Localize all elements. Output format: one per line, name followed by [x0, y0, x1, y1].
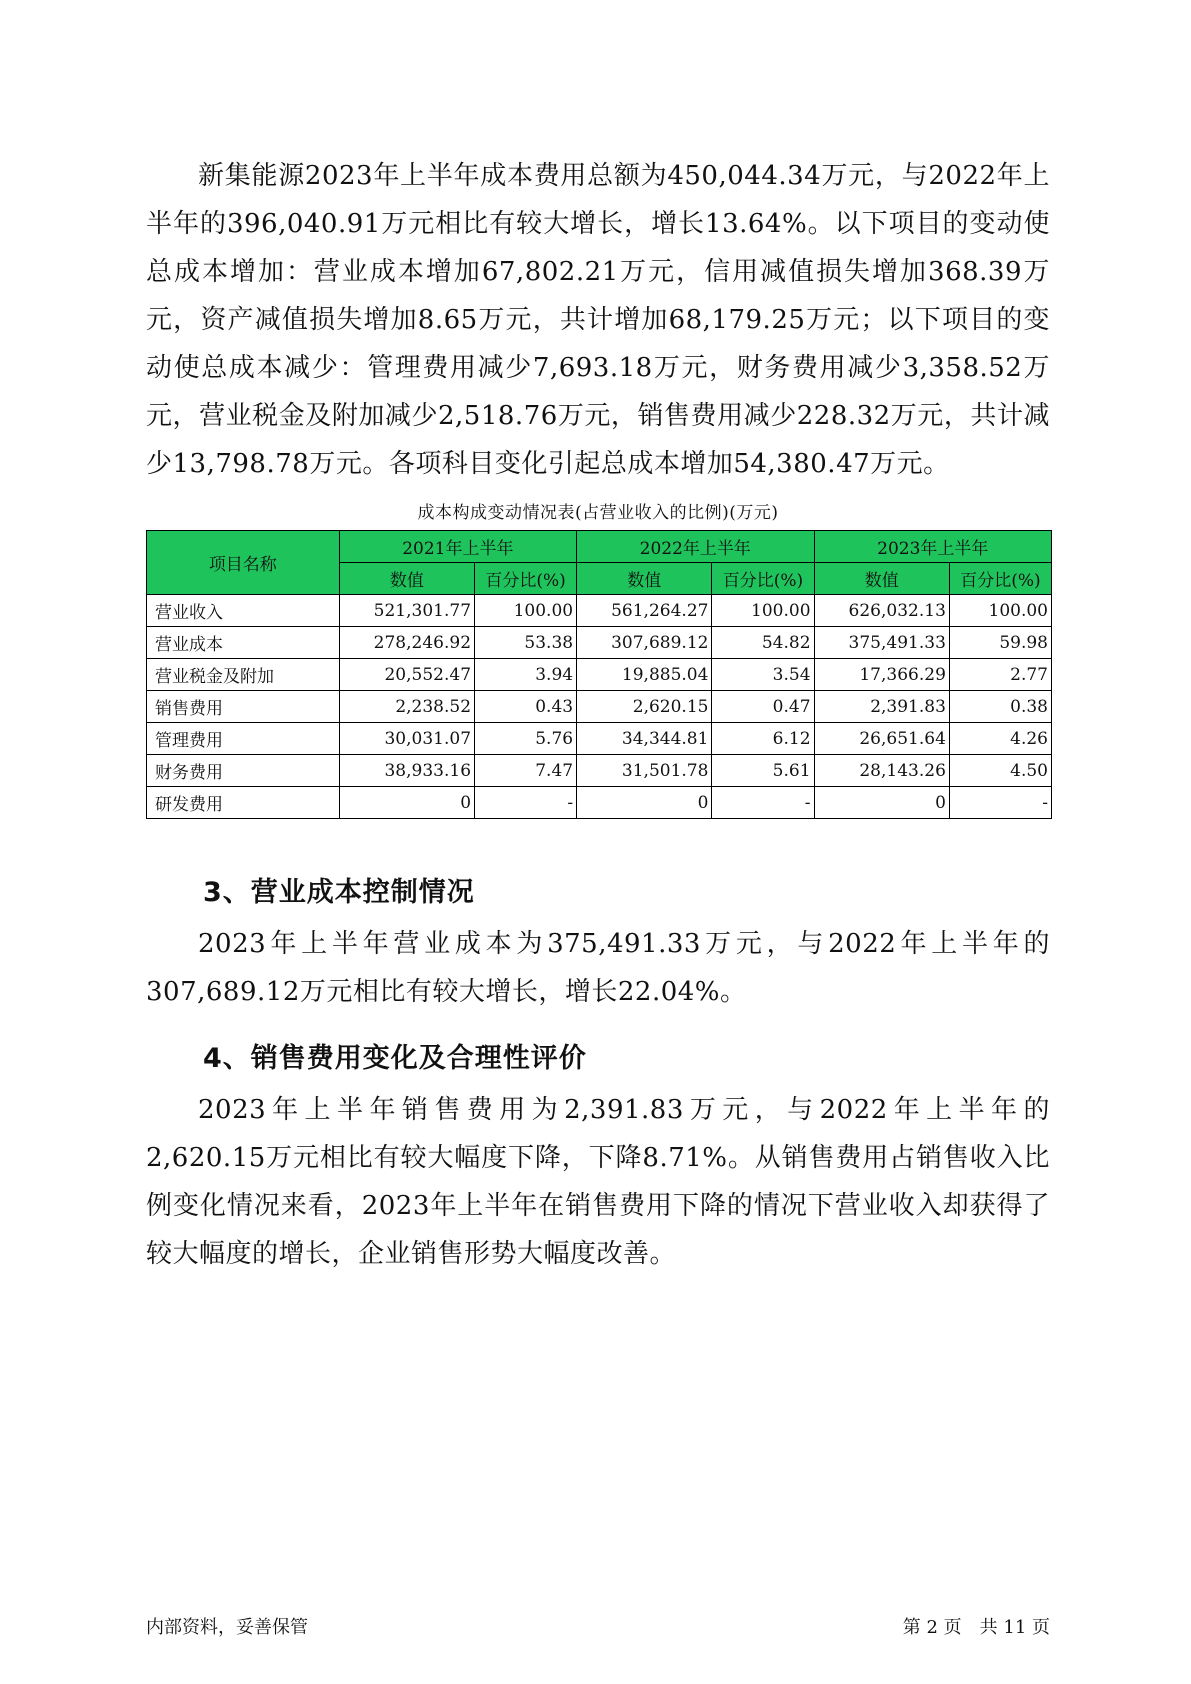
table-row [147, 755, 1052, 787]
cell-value: 375,491.33 [814, 627, 949, 659]
cell-percent: - [475, 787, 577, 819]
header-value: 数值 [339, 563, 474, 595]
cell-value: 2,620.15 [577, 691, 712, 723]
row-name: 财务费用 [147, 755, 340, 787]
table-row [147, 627, 1052, 659]
cell-value: 307,689.12 [577, 627, 712, 659]
header-value: 数值 [814, 563, 949, 595]
cell-value: 2,391.83 [814, 691, 949, 723]
cell-percent: 54.82 [712, 627, 814, 659]
cell-percent: 3.54 [712, 659, 814, 691]
table-row [147, 691, 1052, 723]
header-year-2021: 2021年上半年 [339, 531, 576, 563]
cell-value: 28,143.26 [814, 755, 949, 787]
cell-value: 0 [339, 787, 474, 819]
cell-percent: 5.76 [475, 723, 577, 755]
header-year-2022: 2022年上半年 [577, 531, 814, 563]
header-item-name: 项目名称 [147, 531, 340, 595]
cell-value: 521,301.77 [339, 595, 474, 627]
cell-percent: 4.50 [949, 755, 1051, 787]
cell-percent: 6.12 [712, 723, 814, 755]
table-row [147, 723, 1052, 755]
cell-value: 34,344.81 [577, 723, 712, 755]
cell-value: 38,933.16 [339, 755, 474, 787]
cell-value: 561,264.27 [577, 595, 712, 627]
row-name: 销售费用 [147, 691, 340, 723]
cell-value: 17,366.29 [814, 659, 949, 691]
table-row [147, 595, 1052, 627]
row-name: 研发费用 [147, 787, 340, 819]
cell-percent: 53.38 [475, 627, 577, 659]
cell-value: 20,552.47 [339, 659, 474, 691]
cell-percent: 0.38 [949, 691, 1051, 723]
footer-page-number: 第 2 页 共 11 页 [902, 1617, 1050, 1638]
header-percent: 百分比(%) [475, 563, 577, 595]
cell-value: 0 [577, 787, 712, 819]
cell-percent: 3.94 [475, 659, 577, 691]
table-header-row-years [147, 531, 1052, 563]
header-percent: 百分比(%) [712, 563, 814, 595]
header-value: 数值 [577, 563, 712, 595]
section3-paragraph: 2023年上半年营业成本为375,491.33万元，与2022年上半年的307,689.12万元相比有较大增长，增长22.04%。 [146, 929, 1050, 1007]
cell-value: 19,885.04 [577, 659, 712, 691]
cell-value: 30,031.07 [339, 723, 474, 755]
section4-heading: 4、销售费用变化及合理性评价 [203, 1043, 587, 1074]
footer-confidential-note: 内部资料，妥善保管 [146, 1617, 308, 1638]
row-name: 营业收入 [147, 595, 340, 627]
cell-percent: 4.26 [949, 723, 1051, 755]
cell-value: 278,246.92 [339, 627, 474, 659]
cell-value: 0 [814, 787, 949, 819]
cell-percent: 7.47 [475, 755, 577, 787]
row-name: 管理费用 [147, 723, 340, 755]
cell-value: 626,032.13 [814, 595, 949, 627]
summary-paragraph: 新集能源2023年上半年成本费用总额为450,044.34万元，与2022年上半年的396,040.91万元相比有较大增长，增长13.64%。以下项目的变动使总成本增加：营业成本增加67,802.21万元，信用减值损失增加368.39万元，资产减值损失增加8.65万元，共计增加68,179.25万元；以下项目的变动使总成本减少：管理费用减少7,693.18万元，财务费用减少3,358.52万元，营业税金及附加减少2,518.76万元，销售费用减少228.32万元，共计减少13,798.78万元。各项科目变化引起总成本增加54,380.47万元。 [146, 161, 1050, 479]
cell-percent: - [712, 787, 814, 819]
cell-value: 31,501.78 [577, 755, 712, 787]
table-caption: 成本构成变动情况表(占营业收入的比例)(万元) [417, 503, 779, 523]
row-name: 营业税金及附加 [147, 659, 340, 691]
cell-value: 26,651.64 [814, 723, 949, 755]
header-year-2023: 2023年上半年 [814, 531, 1051, 563]
cell-percent: 100.00 [712, 595, 814, 627]
section4-paragraph: 2023年上半年销售费用为2,391.83万元，与2022年上半年的2,620.15万元相比有较大幅度下降，下降8.71%。从销售费用占销售收入比例变化情况来看，2023年上半年在销售费用下降的情况下营业收入却获得了较大幅度的增长，企业销售形势大幅度改善。 [146, 1095, 1050, 1269]
cell-percent: 100.00 [949, 595, 1051, 627]
cell-percent: 100.00 [475, 595, 577, 627]
section3-heading: 3、营业成本控制情况 [203, 877, 475, 908]
cell-value: 2,238.52 [339, 691, 474, 723]
cell-percent: 0.47 [712, 691, 814, 723]
cost-structure-table [146, 530, 1052, 819]
table-row [147, 787, 1052, 819]
table-row [147, 659, 1052, 691]
cell-percent: - [949, 787, 1051, 819]
cell-percent: 0.43 [475, 691, 577, 723]
cell-percent: 59.98 [949, 627, 1051, 659]
cell-percent: 5.61 [712, 755, 814, 787]
header-percent: 百分比(%) [949, 563, 1051, 595]
cell-percent: 2.77 [949, 659, 1051, 691]
row-name: 营业成本 [147, 627, 340, 659]
